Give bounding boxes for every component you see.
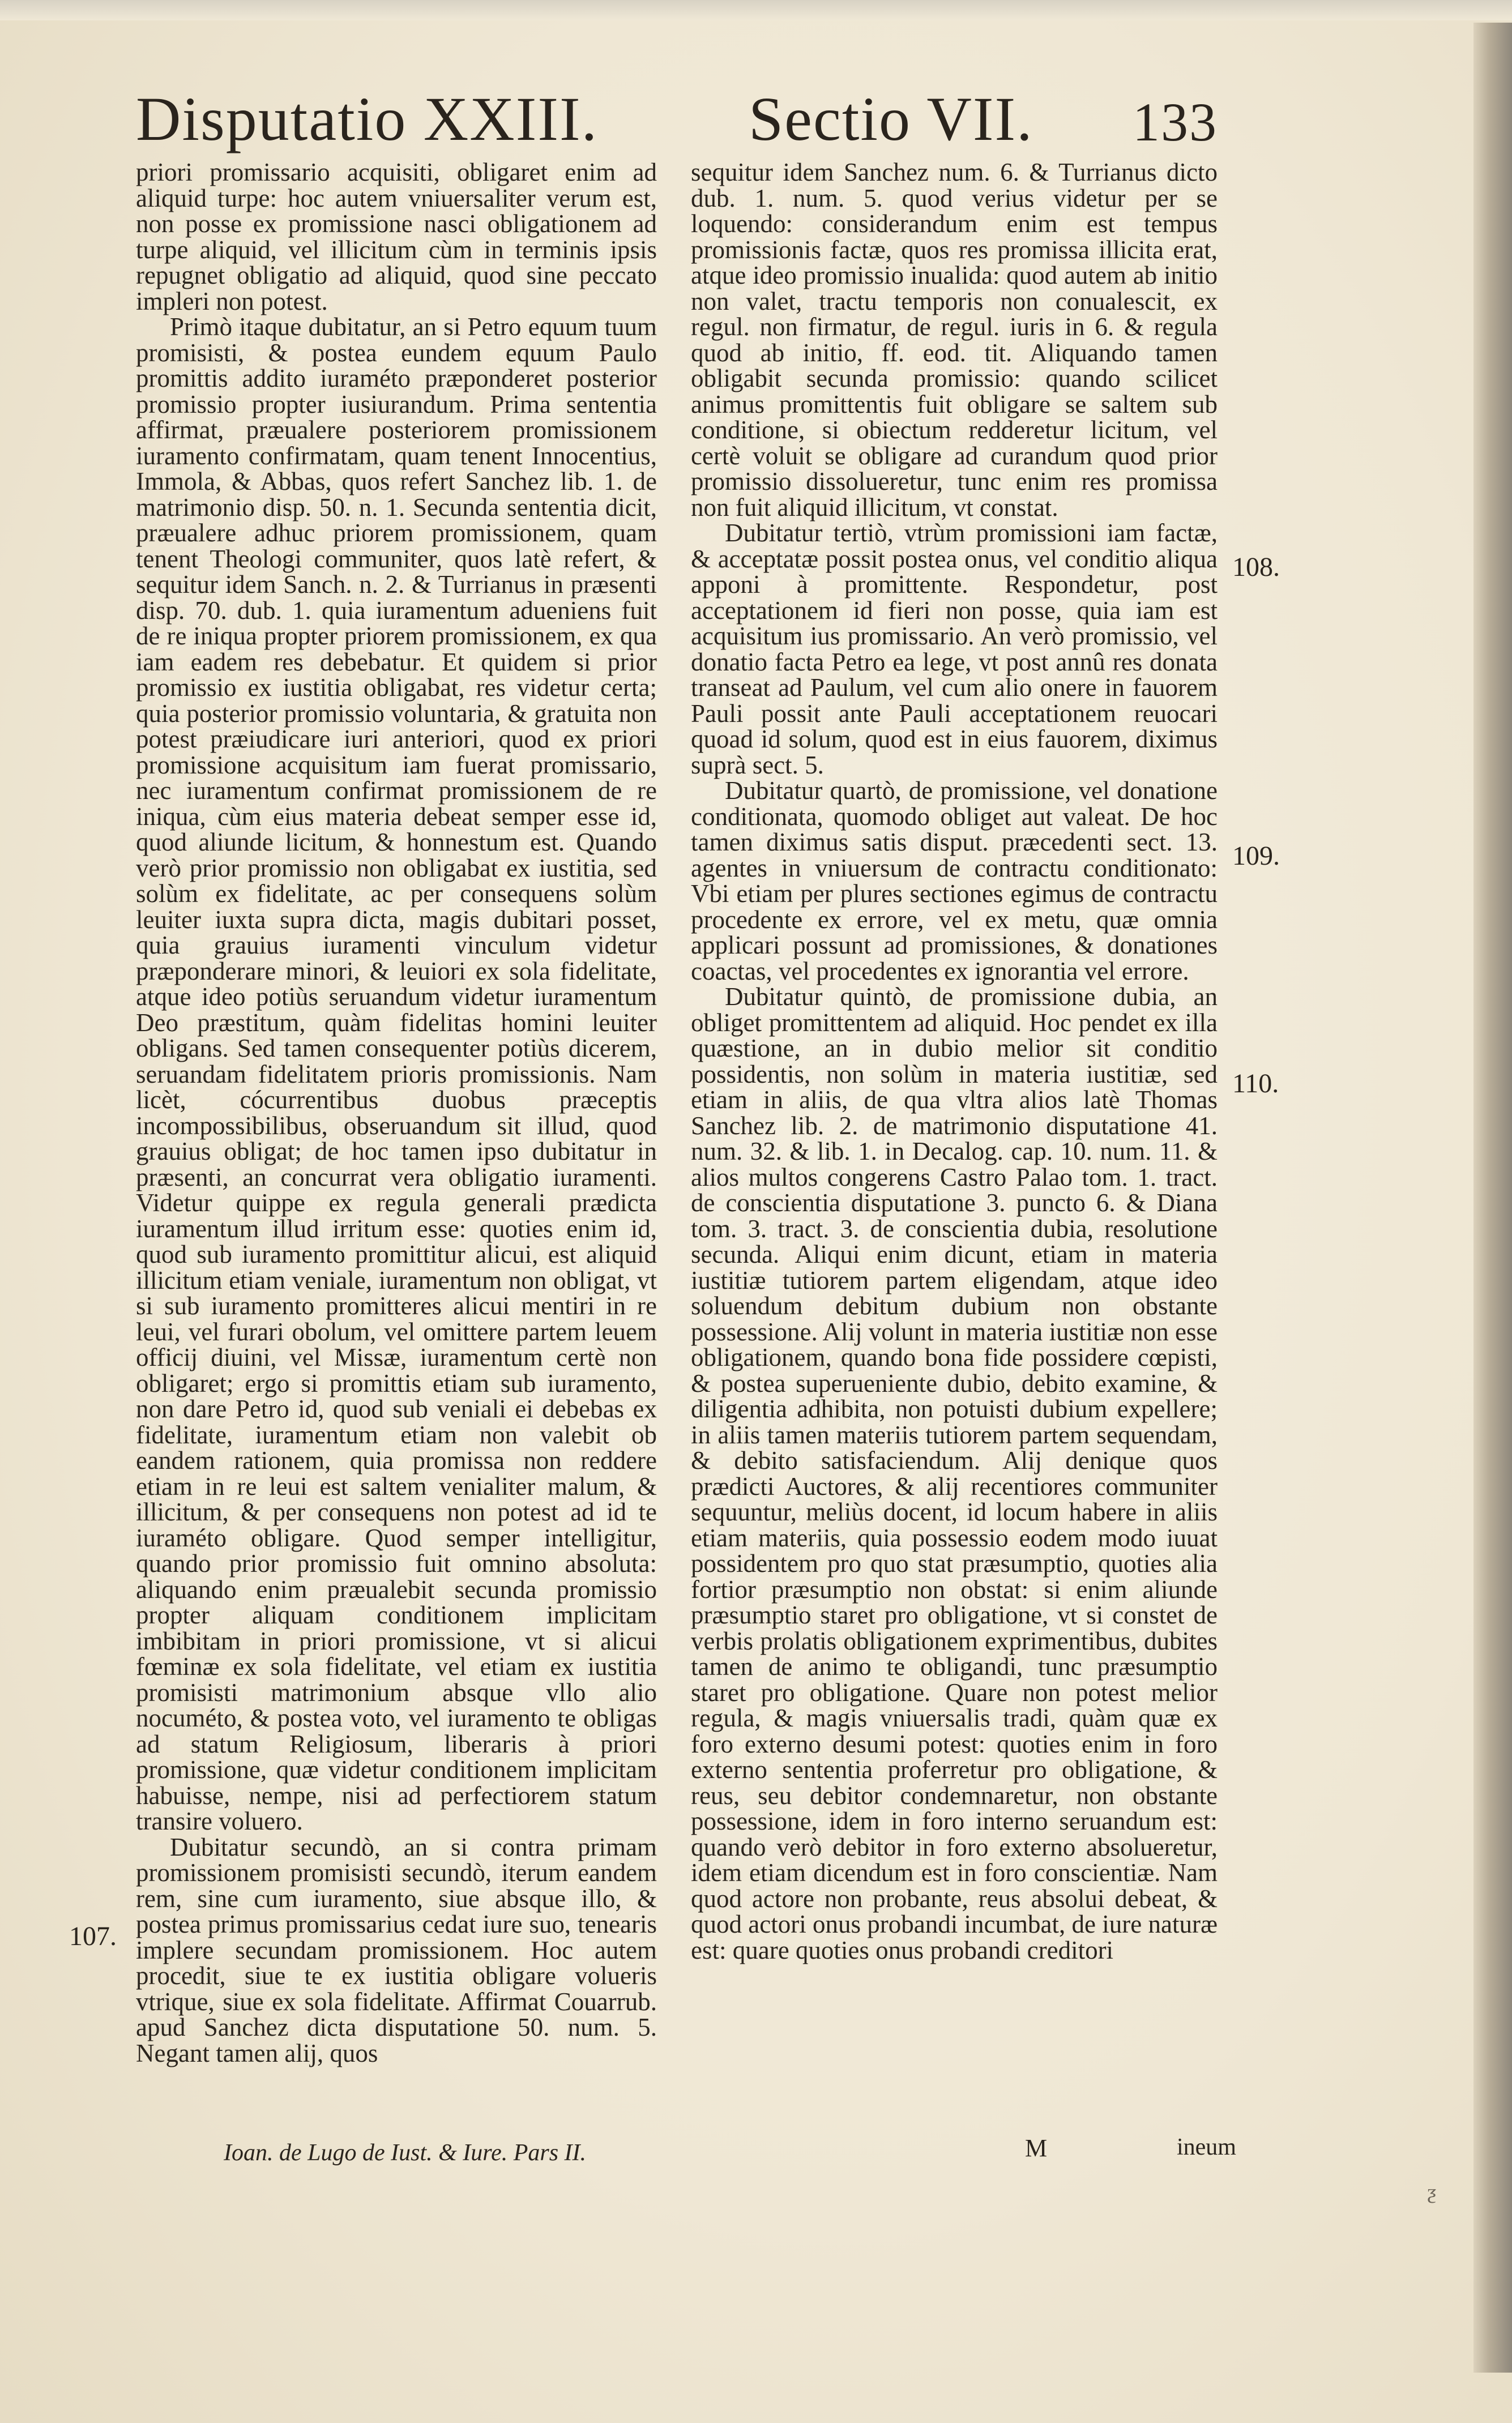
- right-paragraph-4: Dubitatur quintò, de promissione dubia, an obliget promittentem ad aliquid. Hoc pendet ex illa quæstione, an in dubio melior sit conditio possidentis, non solùm in materia iustitiæ, sed etiam in aliis, de qua vltra alios latè Thomas Sanchez lib. 2. de matrimonio disputatione 41. num. 32. & lib. 1. in Decalog. cap. 10. num. 11. & alios multos congerens Castro Palao tom. 1. tract. de conscientia disputatione 3. puncto 6. & Diana tom. 3. tract. 3. de conscientia dubia, resolutione secunda. Aliqui enim dicunt, etiam in materia iustitiæ tutiorem partem eligendam, atque ideo soluendum debitum dubium non obstante possessione. Alij volunt in materia iustitiæ non esse obligationem, quando bona fide possidere cœpisti, & postea superueniente dubio, debito examine, & diligentia adhibita, non potuisti dubium expellere; in aliis tamen materiis tutiorem partem sequendam, & debito satisfaciendum. Alij denique quos prædicti Auctores, & alij recentiores communiter sequuntur, meliùs docent, id locum habere in aliis etiam materiis, quia possessio eodem modo iuuat possidentem pro quo stat præsumptio, quoties alia fortior præsumptio non obstat: si enim aliunde præsumptio staret pro obligatione, vt si constet de verbis prolatis obligationem exprimentibus, dubites tamen de animo te obligandi, tunc præsumptio staret pro obligatione. Quare non potest melior regula, & magis vniuersalis tradi, quàm quæ ex foro externo desumi potest: quoties enim in foro externo sententia proferretur pro obligatione, & reus, seu debitor condemnaretur, non obstante possessione, idem in foro interno seruandum est: quando verò debitor in foro externo absolueretur, idem etiam dicendum est in foro conscientiæ. Nam quod actore non probante, reus absolui debeat, & quod actori onus probandi incumbat, de iure naturæ est: quare quoties onus probandi creditori: [691, 982, 1218, 1964]
- signature-mark: M: [1025, 2134, 1048, 2162]
- header-sectio: Sectio VII.: [749, 84, 1033, 153]
- left-paragraph-1: priori promissario acquisiti, obligaret enim ad aliquid turpe: hoc autem vniuersaliter verum est, non posse ex promissione nasci obligationem ad turpe aliquid, vel illicitum cùm in terminis ipsis repugnet obligatio ad aliquid, quod sine peccato impleri non potest.: [136, 158, 657, 315]
- right-paragraph-3: Dubitatur quartò, de promissione, vel donatione conditionata, quomodo obliget aut valeat. De hoc tamen diximus satis disput. præcedenti sect. 13. agentes in vniuersum de contractu conditionato: Vbi etiam per plures sectiones egimus de contractu procedente ex errore, vel ex metu, quæ omnia applicari possunt ad promissiones, & donationes coactas, vel procedentes ex ignorantia vel errore.: [691, 776, 1218, 985]
- margin-number-110: 110.: [1232, 1069, 1279, 1099]
- header-disputatio: Disputatio XXIII.: [136, 84, 599, 153]
- page-number: 133: [1133, 92, 1218, 152]
- right-paragraph-2: Dubitatur tertiò, vtrùm promissioni iam factæ, & acceptatæ possit postea onus, vel conditio aliqua apponi à promittente. Respondetur, post acceptationem id fieri non posse, quia iam est acquisitum ius promissario. An verò promissio, vel donatio facta Petro ea lege, vt post annû res donata transeat ad Paulum, vel cum alio onere in fauorem Pauli possit ante Pauli acceptationem reuocari quoad id solum, quod est in eius fauorem, diximus suprà sect. 5.: [691, 519, 1218, 779]
- margin-number-107: 107.: [69, 1921, 117, 1951]
- left-paragraph-3: Dubitatur secundò, an si contra primam promissionem promisisti secundò, iterum eandem rem, sine cum iuramento, siue absque illo, & postea primus promissarius cedat iure suo, tenearis implere secundam promissionem. Hoc autem procedit, siue te ex iustitia obligare volueris vtrique, siue ex sola fidelitate. Affirmat Couarrub. apud Sanchez dicta disputatione 50. num. 5. Negant tamen alij, quos: [136, 1832, 657, 2067]
- right-paragraph-1: sequitur idem Sanchez num. 6. & Turrianus dicto dub. 1. num. 5. quod verius videtur per se loquendo: considerandum enim est tempus promissionis factæ, quos res promissa illicita erat, atque ideo promissio inualida: quod autem ab initio non valet, tractu temporis non conualescit, ex regul. non firmatur, de regul. iuris in 6. & regula quod ab initio, ff. eod. tit. Aliquando tamen obligabit secunda promissio: quando scilicet animus promittentis fuit obligare se saltem sub conditione, si obiectum redderetur licitum, vel certè voluit se obligare ad curandum quod prior promissio dissolueretur, tunc enim res promissa non fuit aliquid illicitum, vt constat.: [691, 158, 1218, 522]
- catchword: ineum: [1177, 2134, 1236, 2160]
- ink-mark: ƺ: [1427, 2181, 1436, 2203]
- right-column: [691, 160, 1218, 1963]
- page-top-edge: [0, 0, 1512, 20]
- running-header: [136, 84, 1218, 153]
- margin-number-109: 109.: [1232, 841, 1280, 871]
- footer-running-title: Ioan. de Lugo de Iust. & Iure. Pars II.: [224, 2140, 587, 2166]
- left-column: [136, 160, 657, 2066]
- left-paragraph-2: Primò itaque dubitatur, an si Petro equum tuum promisisti, & postea eundem equum Paulo promittis addito iuraméto præponderet posterior promissio propter iusiurandum. Prima sententia affirmat, præualere posteriorem promissionem iuramento confirmatam, quam tenent Innocentius, Immola, & Abbas, quos refert Sanchez lib. 1. de matrimonio disp. 50. n. 1. Secunda sententia dicit, præualere adhuc priorem promissionem, quam tenent Theologi communiter, quos latè refert, & sequitur idem Sanch. n. 2. & Turrianus in præsenti disp. 70. dub. 1. quia iuramentum adueniens fuit de re iniqua propter priorem promissionem, ex qua iam eadem res debebatur. Et quidem si prior promissio ex iustitia obligabat, res videtur certa; quia posterior promissio voluntaria, & gratuita non potest præiudicare iuri anteriori, quod ex priori promissione acquisitum iam fuerat promissario, nec iuramentum confirmat promissionem de re iniqua, cùm eius materia debeat semper esse id, quod aliunde licitum, & honnestum est. Quando verò prior promissio non obligabat ex iustitia, sed solùm ex fidelitate, ac per consequens solùm leuiter iuxta supra dicta, magis dubitari posset, quia grauius iuramenti vinculum videtur præponderare minori, & leuiori ex sola fidelitate, atque ideo potiùs seruandum videtur iuramentum Deo præstitum, quàm fidelitas homini leuiter obligans. Sed tamen consequenter potiùs dicerem, seruandam fidelitatem prioris promissionis. Nam licèt, cócurrentibus duobus præceptis incompossibilibus, obseruandum sit illud, quod grauius obligat; de hoc tamen ipso dubitatur in præsenti, an concurrat vera obligatio iuramenti. Videtur quippe ex regula generali prædicta iuramentum illud irritum esse: quoties enim id, quod sub iuramento promittitur alicui, est aliquid illicitum etiam veniale, iuramentum non obligat, vt si sub iuramento promitteres alicui mentiri in re leui, vel furari obolum, vel omittere partem leuem officij diuini, vel Missæ, iuramentum certè non obligaret; ergo si promittis etiam sub iuramento, non dare Petro id, quod sub veniali ei debebas ex fidelitate, iuramentum etiam non valebit ob eandem rationem, quia promissa non reddere etiam in re leui est saltem venialiter malum, & illicitum, & per consequens non potest ad id te iuraméto obligare. Quod semper intelligitur, quando prior promissio fuit omnino absoluta: aliquando enim præualebit secunda promissio propter aliquam conditionem implicitam imbibitam in priori promissione, vt si alicui fœminæ ex sola fidelitate, vel etiam ex iustitia promisisti matrimonium absque vllo alio nocuméto, & postea voto, vel iuramento te obligas ad statum Religiosum, liberaris à priori promissione, quæ videtur conditionem implicitam habuisse, nempe, nisi ad perfectiorem statum transire voluero.: [136, 313, 657, 1835]
- margin-number-108: 108.: [1232, 552, 1280, 582]
- page-right-edge: [1473, 23, 1512, 2373]
